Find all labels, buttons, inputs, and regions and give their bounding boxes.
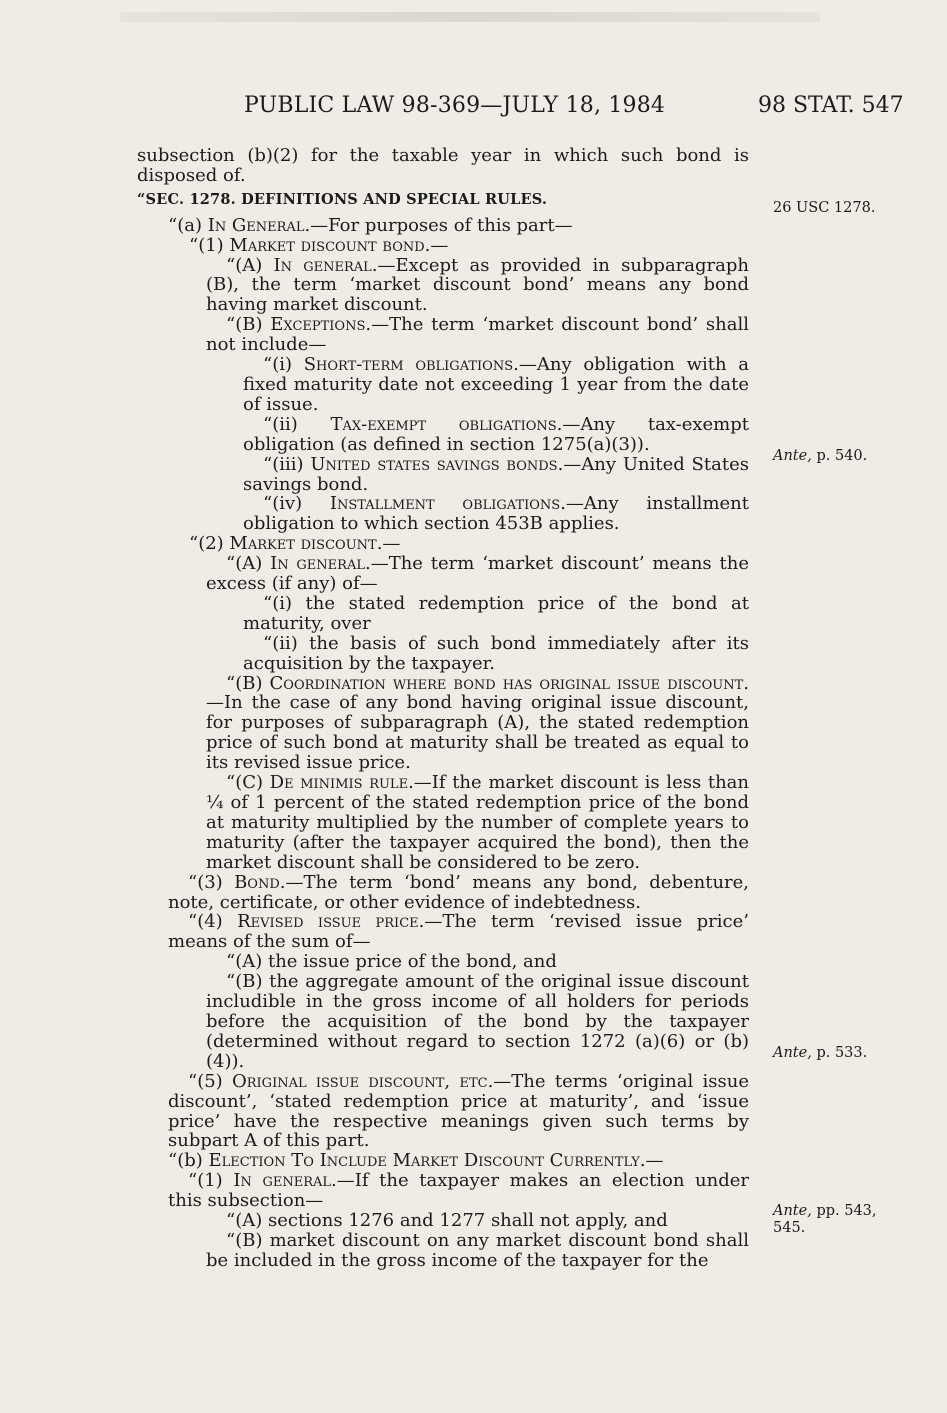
paragraph-b1: “(1) In general.—If the taxpayer makes an election under this subsection—: [168, 1170, 750, 1212]
subparagraph-a4A: “(A) the issue price of the bond, and: [226, 951, 557, 973]
bleed-through-header: [120, 12, 820, 22]
clause-a2Ai: “(i) the stated redemption price of the bond at maturity, over: [243, 592, 749, 634]
subparagraph-b1B: “(B) market discount on any market discount bond shall be included in the gross income of the taxpayer for the: [206, 1229, 749, 1271]
margin-note-ante-533: Ante, p. 533.: [773, 1045, 868, 1061]
clause-a1Biii: “(iii) United states savings bonds.—Any United States savings bond.: [243, 453, 749, 495]
subparagraph-a1A: “(A) In general.—Except as provided in subparagraph (B), the term ‘market discount bond’ means any bond having market discount.: [206, 254, 749, 316]
statute-page-number: 98 STAT. 547: [758, 93, 904, 118]
margin-note-ante-543: Ante, pp. 543, 545.: [773, 1203, 877, 1236]
paragraph-a2: “(2) Market discount.—: [189, 533, 401, 555]
clause-a1Biv: “(iv) Installment obligations.—Any installment obligation to which section 453B applies.: [243, 493, 749, 535]
statute-body: [137, 146, 749, 1271]
section-heading: “SEC. 1278. DEFINITIONS AND SPECIAL RULES.: [137, 190, 548, 208]
margin-note-ante-540: Ante, p. 540.: [773, 448, 868, 464]
subsection-b: “(b) Election To Include Market Discount Currently.—: [168, 1150, 664, 1172]
margin-note-usc: 26 USC 1278.: [773, 200, 876, 216]
clause-a1Bii: “(ii) Tax-exempt obligations.—Any tax-exempt obligation (as defined in section 1275(a)(3)).: [243, 413, 750, 455]
clause-a2Aii: “(ii) the basis of such bond immediately after its acquisition by the taxpayer.: [243, 632, 749, 674]
paragraph-a3: “(3) Bond.—The term ‘bond’ means any bond, debenture, note, certificate, or other evidence of indebtedness.: [168, 871, 750, 913]
subparagraph-a2A: “(A) In general.—The term ‘market discount’ means the excess (if any) of—: [206, 553, 749, 595]
clause-a1Bi: “(i) Short-term obligations.—Any obligation with a fixed maturity date not exceeding 1 year from the date of issue.: [243, 354, 750, 415]
paragraph-a5: “(5) Original issue discount, etc.—The terms ‘original issue discount’, ‘stated redemption price at maturity’, and ‘issue price’ have the respective meanings given such terms by subpart A of this part.: [168, 1070, 749, 1152]
carryover-paragraph: subsection (b)(2) for the taxable year in which such bond is disposed of.: [137, 145, 749, 186]
subparagraph-a4B: “(B) the aggregate amount of the original issue discount includible in the gross income of all holders for periods before the acquisition of the bond by the taxpayer (determined without regard to section 1272 (a)(6) or (b)(4)).: [206, 971, 749, 1072]
subparagraph-a2B: “(B) Coordination where bond has original issue discount.—In the case of any bond having original issue discount, for purposes of subparagraph (A), the stated redemption price of such bond at maturity shall be treated as equal to its revised issue price.: [206, 672, 749, 774]
paragraph-a1: “(1) Market discount bond.—: [189, 234, 449, 256]
page-title: PUBLIC LAW 98-369—JULY 18, 1984: [244, 93, 666, 118]
subsection-a: “(a) In General.—For purposes of this part—: [168, 214, 573, 236]
subparagraph-b1A: “(A) sections 1276 and 1277 shall not apply, and: [226, 1210, 668, 1232]
subparagraph-a1B: “(B) Exceptions.—The term ‘market discount bond’ shall not include—: [206, 314, 749, 356]
paragraph-a4: “(4) Revised issue price.—The term ‘revised issue price’ means of the sum of—: [168, 911, 749, 953]
subparagraph-a2C: “(C) De minimis rule.—If the market discount is less than ¼ of 1 percent of the stated redemption price of the bond at maturity multiplied by the number of complete years to maturity (after the taxpayer acquired the bond), then the market discount shall be considered to be zero.: [206, 772, 749, 873]
